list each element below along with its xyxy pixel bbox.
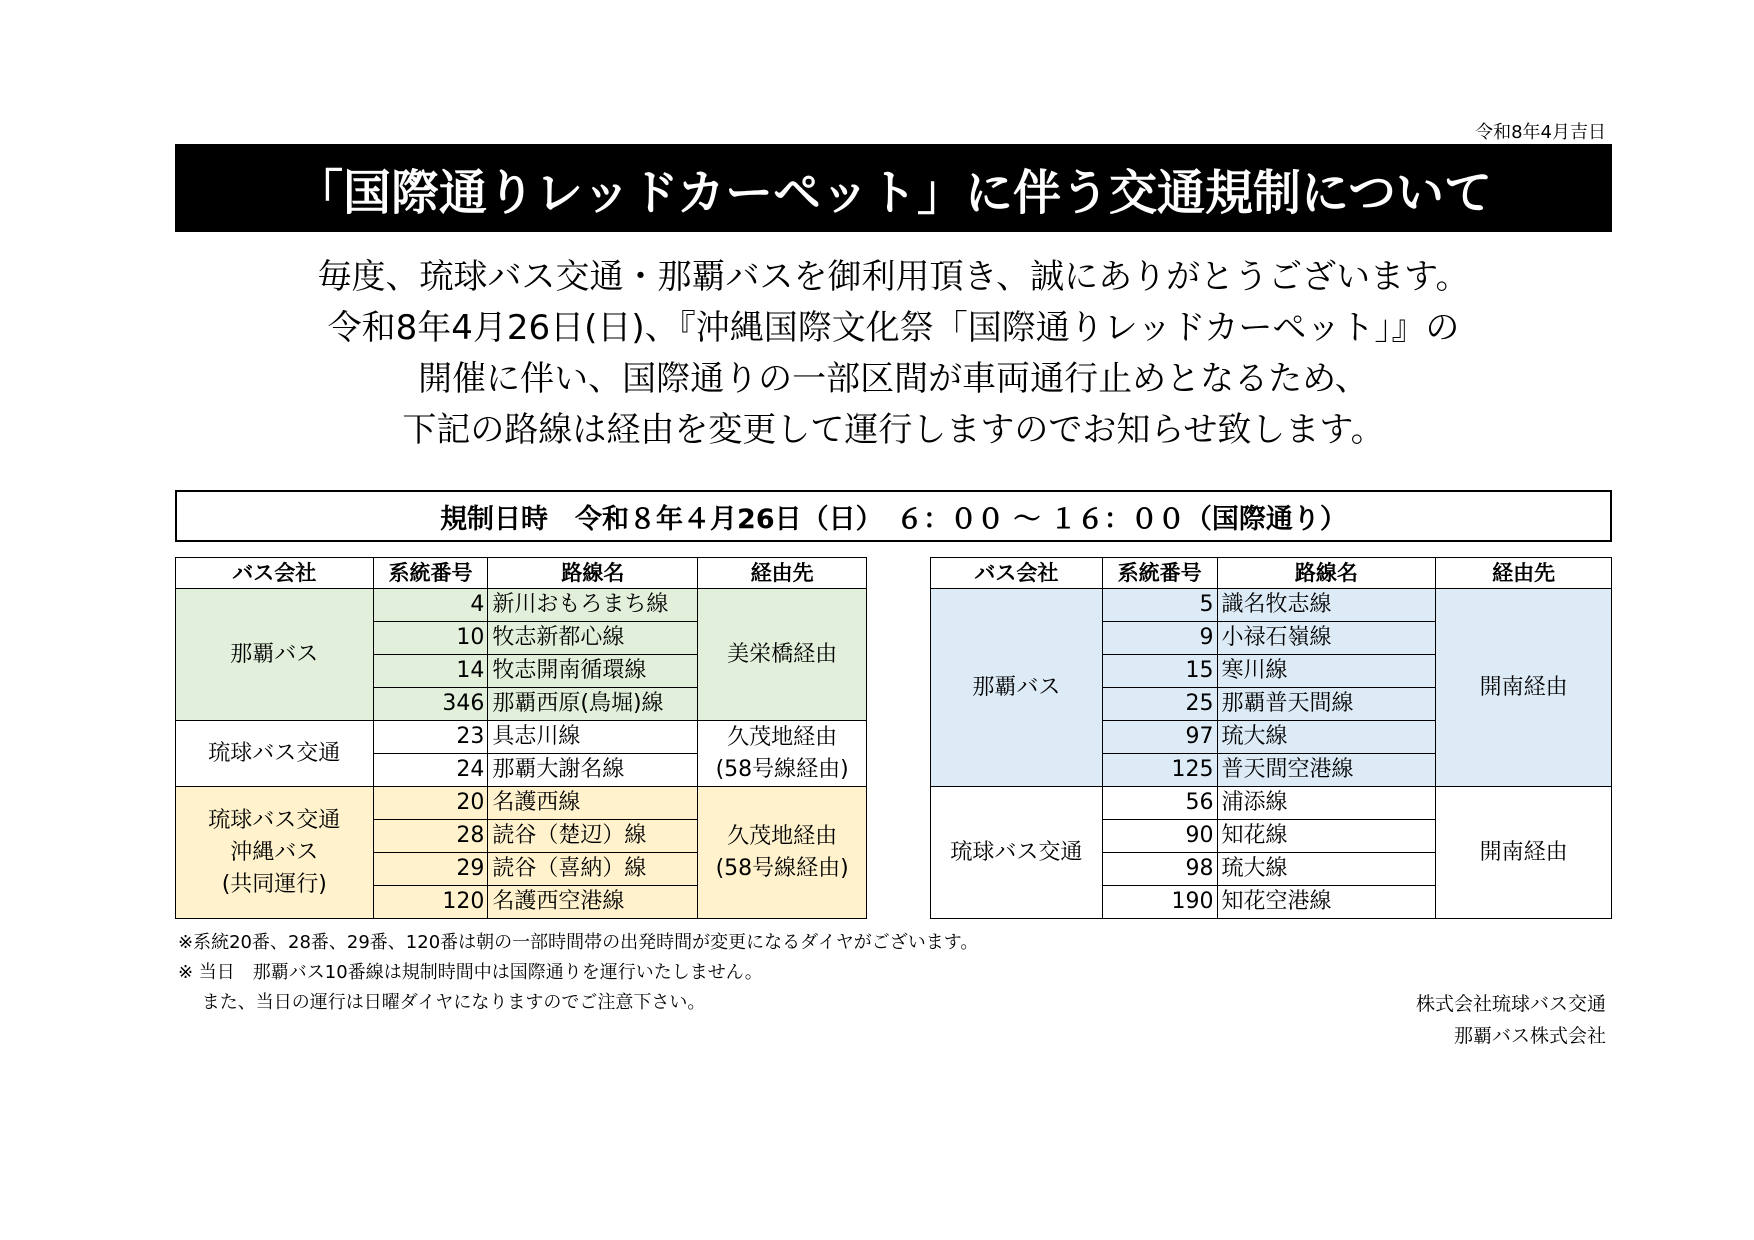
route-name: 那覇西原(鳥堀)線 xyxy=(488,688,698,721)
route-table-right xyxy=(930,557,1612,919)
route-name: 読谷（楚辺）線 xyxy=(488,820,698,853)
route-number: 4 xyxy=(373,589,488,622)
via-text: 開南経由 xyxy=(1479,674,1568,700)
route-number: 24 xyxy=(373,754,488,787)
via-text: 開南経由 xyxy=(1479,839,1568,865)
route-name: 名護西空港線 xyxy=(488,886,698,919)
route-name: 小禄石嶺線 xyxy=(1217,622,1436,655)
issuer-company: 那覇バス株式会社 xyxy=(1453,1025,1606,1047)
header-number: 系統番号 xyxy=(1102,558,1217,589)
header-route: 路線名 xyxy=(488,558,698,589)
route-number: 56 xyxy=(1102,787,1217,820)
issuer-company: 株式会社琉球バス交通 xyxy=(1415,993,1606,1015)
via-text: (58号線経由) xyxy=(715,855,849,881)
company-cell xyxy=(176,589,374,721)
route-name: 寒川線 xyxy=(1217,655,1436,688)
company-name: 琉球バス交通 xyxy=(950,839,1083,865)
header-number: 系統番号 xyxy=(373,558,488,589)
header-via: 経由先 xyxy=(1436,558,1612,589)
route-number: 98 xyxy=(1102,853,1217,886)
table-header-row xyxy=(176,558,867,589)
table-row xyxy=(176,589,867,622)
notes xyxy=(178,928,978,1018)
via-text: (58号線経由) xyxy=(715,756,849,782)
notice-title: 「国際通りレッドカーペット」に伴う交通規制について xyxy=(175,144,1612,232)
company-cell xyxy=(931,787,1103,919)
via-cell xyxy=(698,589,867,721)
route-name: 那覇普天間線 xyxy=(1217,688,1436,721)
route-number: 346 xyxy=(373,688,488,721)
route-name: 名護西線 xyxy=(488,787,698,820)
via-text: 久茂地経由 xyxy=(727,823,838,849)
header-company: バス会社 xyxy=(176,558,374,589)
route-name: 琉大線 xyxy=(1217,721,1436,754)
company-name: 沖縄バス xyxy=(230,839,319,865)
route-number: 14 xyxy=(373,655,488,688)
route-name: 知花線 xyxy=(1217,820,1436,853)
via-cell xyxy=(1436,787,1612,919)
route-number: 5 xyxy=(1102,589,1217,622)
route-number: 97 xyxy=(1102,721,1217,754)
company-cell xyxy=(931,589,1103,787)
company-name: 那覇バス xyxy=(230,641,319,667)
via-text: 美栄橋経由 xyxy=(727,641,838,667)
route-name: 浦添線 xyxy=(1217,787,1436,820)
intro-line: 開催に伴い、国際通りの一部区間が車両通行止めとなるため、 xyxy=(418,359,1369,399)
route-number: 10 xyxy=(373,622,488,655)
route-name: 識名牧志線 xyxy=(1217,589,1436,622)
route-name: 那覇大謝名線 xyxy=(488,754,698,787)
note-line: ※ 当日 那覇バス10番線は規制時間中は国際通りを運行いたしません。 xyxy=(178,962,763,983)
company-name: 那覇バス xyxy=(972,674,1061,700)
table-row xyxy=(176,721,867,754)
table-body-right xyxy=(931,589,1612,919)
route-number: 9 xyxy=(1102,622,1217,655)
via-text: 久茂地経由 xyxy=(727,724,838,750)
note-line: また、当日の運行は日曜ダイヤになりますのでご注意下さい。 xyxy=(178,992,706,1013)
route-number: 29 xyxy=(373,853,488,886)
route-name: 読谷（喜納）線 xyxy=(488,853,698,886)
route-name: 具志川線 xyxy=(488,721,698,754)
route-number: 20 xyxy=(373,787,488,820)
note-line: ※系統20番、28番、29番、120番は朝の一部時間帯の出発時間が変更になるダイヤがございます。 xyxy=(178,932,979,953)
intro-text xyxy=(175,252,1612,456)
route-number: 15 xyxy=(1102,655,1217,688)
table-row xyxy=(176,787,867,820)
header-company: バス会社 xyxy=(931,558,1103,589)
intro-line: 毎度、琉球バス交通・那覇バスを御利用頂き、誠にありがとうございます。 xyxy=(317,257,1470,297)
route-name: 知花空港線 xyxy=(1217,886,1436,919)
intro-line: 下記の路線は経由を変更して運行しますのでお知らせ致します。 xyxy=(402,410,1385,450)
header-route: 路線名 xyxy=(1217,558,1436,589)
route-number: 25 xyxy=(1102,688,1217,721)
route-name: 琉大線 xyxy=(1217,853,1436,886)
company-cell xyxy=(176,721,374,787)
company-cell xyxy=(176,787,374,919)
route-number: 90 xyxy=(1102,820,1217,853)
table-row xyxy=(931,787,1612,820)
table-body-left xyxy=(176,589,867,919)
issuer-companies xyxy=(1416,988,1606,1052)
route-number: 120 xyxy=(373,886,488,919)
route-name: 牧志開南循環線 xyxy=(488,655,698,688)
route-name: 牧志新都心線 xyxy=(488,622,698,655)
route-name: 新川おもろまち線 xyxy=(488,589,698,622)
table-header-row xyxy=(931,558,1612,589)
regulation-period: 規制日時 令和８年４月26日（日） ６：００ ～ １６：００（国際通り） xyxy=(175,490,1612,542)
route-number: 23 xyxy=(373,721,488,754)
route-number: 125 xyxy=(1102,754,1217,787)
route-number: 190 xyxy=(1102,886,1217,919)
company-name: 琉球バス交通 xyxy=(208,740,341,766)
company-name: 琉球バス交通 xyxy=(208,807,341,833)
header-via: 経由先 xyxy=(698,558,867,589)
route-number: 28 xyxy=(373,820,488,853)
via-cell xyxy=(698,787,867,919)
table-row xyxy=(931,589,1612,622)
route-table-left xyxy=(175,557,867,919)
notice-date: 令和8年4月吉日 xyxy=(1475,122,1606,143)
via-cell xyxy=(698,721,867,787)
intro-line: 令和8年4月26日(日)、『沖縄国際文化祭「国際通りレッドカーペット」』の xyxy=(327,308,1460,348)
via-cell xyxy=(1436,589,1612,787)
company-name: (共同運行) xyxy=(221,871,327,897)
route-name: 普天間空港線 xyxy=(1217,754,1436,787)
